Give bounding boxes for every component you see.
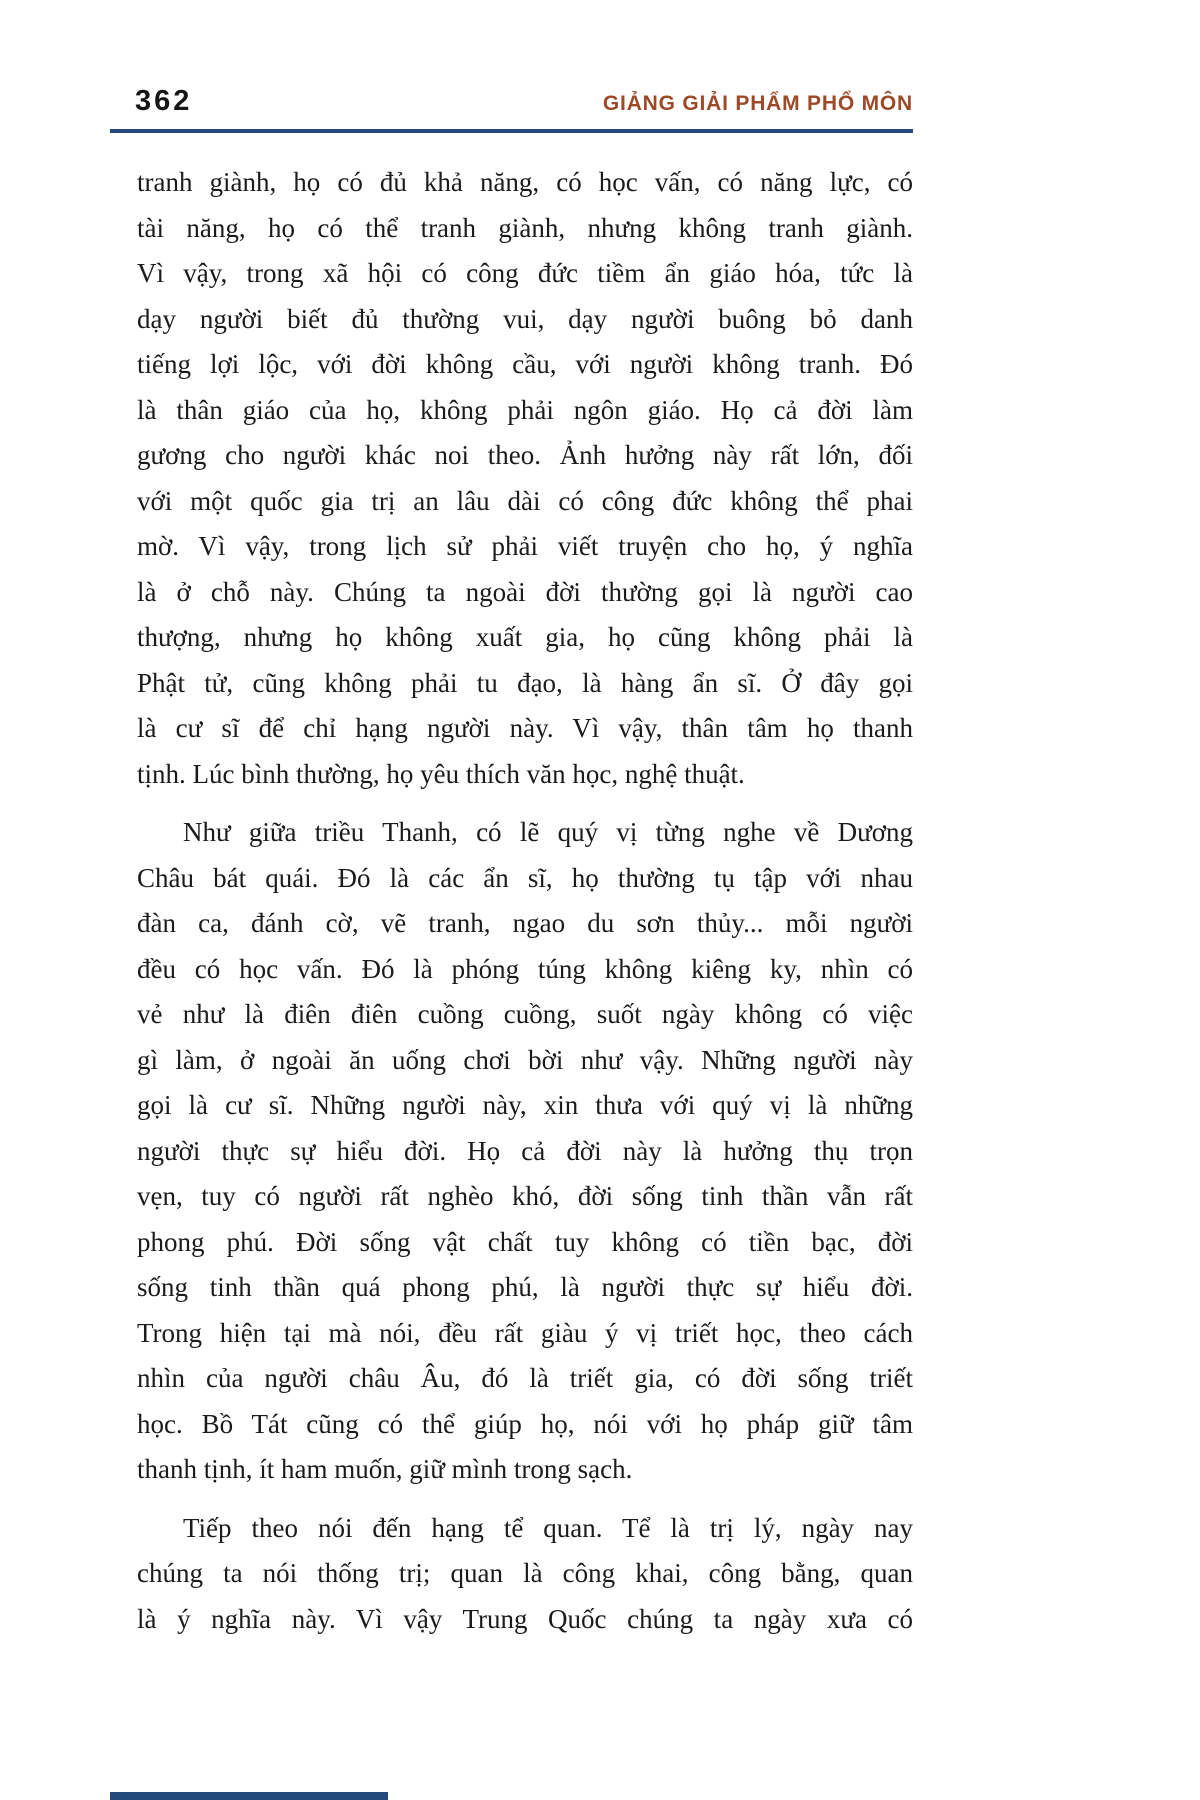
body-text [137, 160, 913, 1642]
paragraph [137, 160, 913, 797]
text-line: tiếng lợi lộc, với đời không cầu, với người không tranh. Đó [137, 349, 913, 379]
text-line: mờ. Vì vậy, trong lịch sử phải viết truyện cho họ, ý nghĩa [137, 531, 913, 561]
text-line: nhìn của người châu Âu, đó là triết gia, có đời sống triết [137, 1363, 913, 1393]
text-line: đàn ca, đánh cờ, vẽ tranh, ngao du sơn thủy... mỗi người [137, 908, 913, 938]
text-line: là cư sĩ để chỉ hạng người này. Vì vậy, thân tâm họ thanh [137, 713, 913, 743]
text-line: vẻ như là điên điên cuồng cuồng, suốt ngày không có việc [137, 999, 913, 1029]
text-line: gọi là cư sĩ. Những người này, xin thưa với quý vị là những [137, 1090, 913, 1120]
text-line: vẹn, tuy có người rất nghèo khó, đời sống tinh thần vẫn rất [137, 1181, 913, 1211]
paragraph [137, 810, 913, 1493]
text-line: Trong hiện tại mà nói, đều rất giàu ý vị triết học, theo cách [137, 1317, 913, 1348]
text-line: Phật tử, cũng không phải tu đạo, là hàng ẩn sĩ. Ở đây gọi [137, 667, 913, 698]
text-line: tịnh. Lúc bình thường, họ yêu thích văn học, nghệ thuật. [137, 758, 745, 789]
text-line: phong phú. Đời sống vật chất tuy không có tiền bạc, đời [137, 1226, 913, 1257]
text-line: là thân giáo của họ, không phải ngôn giáo. Họ cả đời làm [137, 394, 913, 425]
text-line: là ý nghĩa này. Vì vậy Trung Quốc chúng ta ngày xưa có [137, 1603, 913, 1634]
footer-rule-fragment [110, 1792, 388, 1800]
text-line: người thực sự hiểu đời. Họ cả đời này là hưởng thụ trọn [137, 1135, 913, 1166]
text-line: gương cho người khác noi theo. Ảnh hưởng này rất lớn, đối [137, 440, 913, 470]
text-line: Tiếp theo nói đến hạng tể quan. Tể là trị lý, ngày nay [183, 1512, 913, 1543]
paragraph [137, 1506, 913, 1643]
text-line: tranh giành, họ có đủ khả năng, có học vấn, có năng lực, có [137, 167, 913, 197]
text-line: là ở chỗ này. Chúng ta ngoài đời thường gọi là người cao [137, 576, 913, 607]
page-header [110, 78, 913, 118]
text-line: thượng, nhưng họ không xuất gia, họ cũng không phải là [137, 622, 913, 652]
page-number: 362 [135, 85, 193, 117]
text-line: chúng ta nói thống trị; quan là công khai, công bằng, quan [137, 1558, 913, 1588]
text-line: thanh tịnh, ít ham muốn, giữ mình trong sạch. [137, 1454, 633, 1484]
text-line: Vì vậy, trong xã hội có công đức tiềm ẩn giáo hóa, tức là [137, 258, 913, 288]
text-line: Châu bát quái. Đó là các ẩn sĩ, họ thường tụ tập với nhau [137, 862, 913, 893]
text-line: Như giữa triều Thanh, có lẽ quý vị từng nghe về Dương [183, 817, 913, 847]
text-line: học. Bồ Tát cũng có thể giúp họ, nói với họ pháp giữ tâm [137, 1408, 913, 1439]
text-line: với một quốc gia trị an lâu dài có công đức không thể phai [137, 485, 913, 516]
text-line: đều có học vấn. Đó là phóng túng không kiêng ky, nhìn có [137, 953, 913, 984]
text-line: dạy người biết đủ thường vui, dạy người buông bỏ danh [137, 303, 913, 334]
text-line: sống tinh thần quá phong phú, là người thực sự hiểu đời. [137, 1272, 913, 1302]
header-rule [110, 129, 913, 133]
header-title: GIẢNG GIẢI PHẨM PHỔ MÔN [602, 92, 913, 115]
text-line: tài năng, họ có thể tranh giành, nhưng không tranh giành. [137, 212, 913, 243]
text-line: gì làm, ở ngoài ăn uống chơi bời như vậy. Những người này [137, 1044, 913, 1075]
